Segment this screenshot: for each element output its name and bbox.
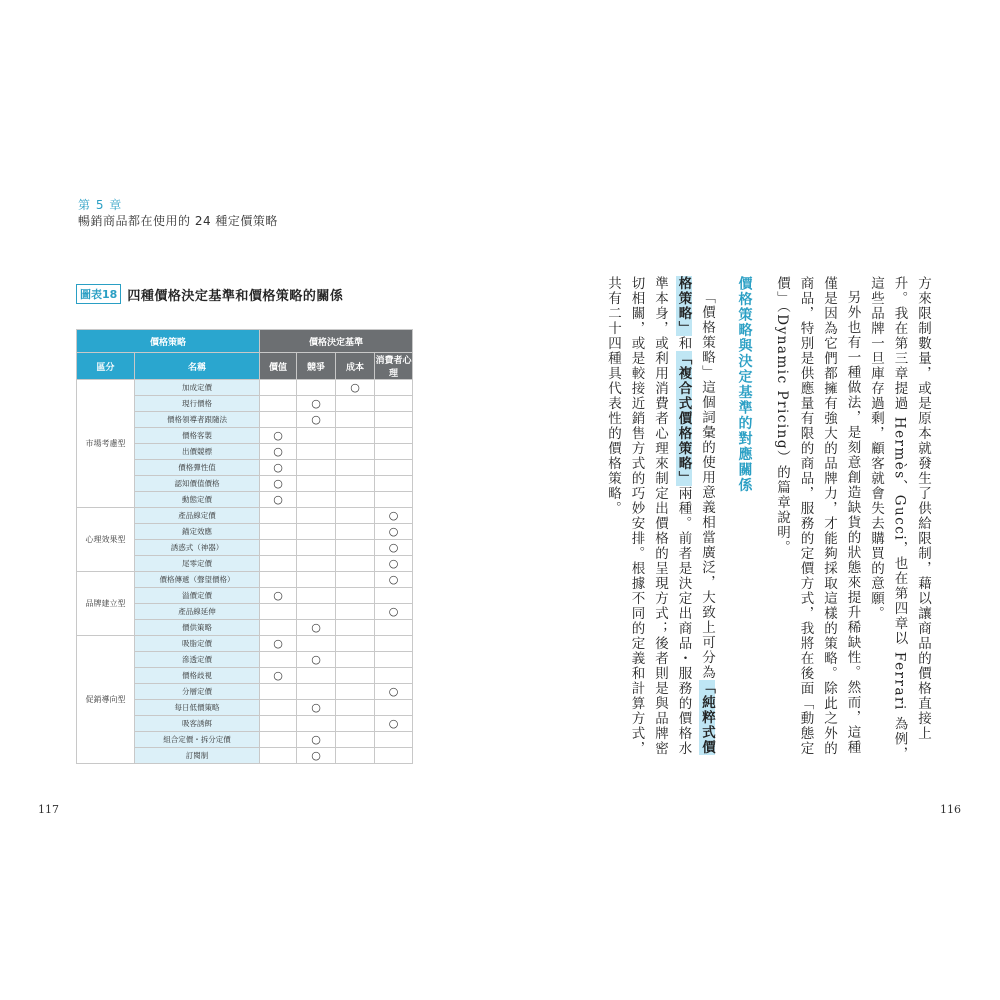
mark-cell (375, 748, 413, 764)
mark-cell: ○ (260, 444, 297, 460)
col-name: 名稱 (135, 353, 260, 380)
mark-cell (375, 428, 413, 444)
mark-cell (260, 716, 297, 732)
mark-cell: ○ (260, 460, 297, 476)
mark-cell (336, 524, 375, 540)
mark-cell (260, 556, 297, 572)
mark-cell (297, 716, 336, 732)
header-strategy: 價格策略 (77, 330, 260, 353)
mark-cell (375, 588, 413, 604)
mark-cell (375, 636, 413, 652)
mark-cell: ○ (297, 748, 336, 764)
mark-cell (297, 588, 336, 604)
mark-cell: ○ (297, 732, 336, 748)
col-cost: 成本 (336, 353, 375, 380)
book-title: 暢銷商品都在使用的 24 種定價策略 (78, 214, 278, 228)
mark-cell: ○ (375, 508, 413, 524)
mark-cell (336, 476, 375, 492)
category-cell: 促銷導向型 (77, 636, 135, 764)
mark-cell (260, 572, 297, 588)
mark-cell (336, 620, 375, 636)
mark-cell: ○ (297, 652, 336, 668)
strategy-name-cell: 訂閱制 (135, 748, 260, 764)
mark-cell (336, 428, 375, 444)
mark-cell (336, 540, 375, 556)
strategy-name-cell: 尾零定價 (135, 556, 260, 572)
mark-cell: ○ (260, 636, 297, 652)
strategy-name-cell: 每日低價策略 (135, 700, 260, 716)
table-row (77, 572, 413, 588)
mark-cell (375, 700, 413, 716)
strategy-name-cell: 動態定價 (135, 492, 260, 508)
mark-cell: ○ (375, 540, 413, 556)
strategy-name-cell: 溢價定價 (135, 588, 260, 604)
mark-cell (297, 428, 336, 444)
mark-cell: ○ (260, 428, 297, 444)
strategy-name-cell: 價格歧視 (135, 668, 260, 684)
mark-cell (336, 684, 375, 700)
strategy-name-cell: 產品線定價 (135, 508, 260, 524)
mark-cell (260, 732, 297, 748)
strategy-name-cell: 價格領導者跟隨法 (135, 412, 260, 428)
mark-cell: ○ (260, 492, 297, 508)
right-page-text (601, 276, 935, 766)
category-cell: 市場考慮型 (77, 380, 135, 508)
mark-cell (297, 524, 336, 540)
mark-cell (336, 556, 375, 572)
mark-cell (297, 492, 336, 508)
mark-cell (336, 732, 375, 748)
mark-cell (297, 476, 336, 492)
category-cell: 品牌建立型 (77, 572, 135, 636)
mark-cell (260, 700, 297, 716)
table-row (77, 508, 413, 524)
mark-cell: ○ (297, 700, 336, 716)
section-heading: 價格策略與決定基準的對應關係 (736, 276, 753, 493)
strategy-name-cell: 產品線延伸 (135, 604, 260, 620)
mark-cell: ○ (260, 476, 297, 492)
mark-cell: ○ (260, 588, 297, 604)
strategy-name-cell: 價格彈性值 (135, 460, 260, 476)
mark-cell (336, 748, 375, 764)
col-category: 區分 (77, 353, 135, 380)
strategy-name-cell: 組合定價・拆分定價 (135, 732, 260, 748)
mark-cell: ○ (375, 604, 413, 620)
mark-cell: ○ (297, 412, 336, 428)
strategy-name-cell: 加成定價 (135, 380, 260, 396)
mark-cell (336, 412, 375, 428)
strategy-name-cell: 誘惑式（神器） (135, 540, 260, 556)
mark-cell: ○ (297, 620, 336, 636)
mark-cell (336, 572, 375, 588)
mark-cell (260, 652, 297, 668)
strategy-name-cell: 價供策略 (135, 620, 260, 636)
mark-cell: ○ (375, 716, 413, 732)
strategy-name-cell: 價格傳遞（聲望價格） (135, 572, 260, 588)
mark-cell (375, 380, 413, 396)
mark-cell (375, 652, 413, 668)
mark-cell (336, 700, 375, 716)
mark-cell: ○ (297, 396, 336, 412)
mark-cell (260, 508, 297, 524)
mark-cell (260, 604, 297, 620)
mark-cell (336, 508, 375, 524)
mark-cell (260, 396, 297, 412)
page-number-right: 116 (940, 803, 961, 816)
mark-cell (297, 556, 336, 572)
mark-cell (336, 492, 375, 508)
strategy-name-cell: 吸客誘餌 (135, 716, 260, 732)
mark-cell (260, 412, 297, 428)
mark-cell (260, 540, 297, 556)
header-basis: 價格決定基準 (260, 330, 413, 353)
mark-cell (375, 668, 413, 684)
strategy-name-cell: 滲透定價 (135, 652, 260, 668)
mark-cell (336, 716, 375, 732)
mark-cell (297, 380, 336, 396)
chapter-label: 第 5 章 (78, 198, 123, 212)
mark-cell: ○ (375, 556, 413, 572)
paragraph-2: 另外也有一種做法，是刻意創造缺貨的狀態來提升稀缺性。然而，這種僅是因為它們都擁有強大的品牌力，才能夠採取這樣的策略。除此之外的商品，特別是供應量有限的商品，服務的定價方式，我將在後面「動態定價」（Dynamic Pricing）的篇章說明。 (774, 276, 861, 756)
mark-cell (375, 396, 413, 412)
mark-cell (375, 460, 413, 476)
figure-caption (76, 284, 343, 304)
mark-cell (297, 636, 336, 652)
col-competition: 競爭 (297, 353, 336, 380)
mark-cell (336, 444, 375, 460)
mark-cell (336, 652, 375, 668)
mark-cell (297, 684, 336, 700)
paragraph-1: 方來限制數量，或是原本就發生了供給限制，藉以讓商品的價格直接上升。我在第三章提過 Hermès、Gucci，也在第四章以 Ferrari 為例，這些品牌一旦庫存過剩，顧客就會失去購買的意願。 (868, 276, 931, 762)
mark-cell (297, 540, 336, 556)
strategy-name-cell: 認知價值價格 (135, 476, 260, 492)
mark-cell: ○ (260, 668, 297, 684)
mark-cell (297, 444, 336, 460)
mark-cell (375, 412, 413, 428)
mark-cell: ○ (375, 572, 413, 588)
paragraph-3 (601, 276, 719, 766)
pricing-strategy-table (76, 329, 413, 764)
mark-cell (336, 636, 375, 652)
mark-cell (336, 460, 375, 476)
mark-cell (260, 380, 297, 396)
mark-cell: ○ (375, 684, 413, 700)
paragraph-3-b: 和 (675, 336, 692, 351)
table-row (77, 636, 413, 652)
strategy-name-cell: 現行價格 (135, 396, 260, 412)
table-row (77, 380, 413, 396)
mark-cell (297, 572, 336, 588)
mark-cell (375, 444, 413, 460)
paragraph-3-a: 「價格策略」這個詞彙的使用意義相當廣泛，大致上可分為 (699, 289, 715, 680)
mark-cell (336, 604, 375, 620)
mark-cell (260, 620, 297, 636)
mark-cell (297, 460, 336, 476)
strategy-name-cell: 分層定價 (135, 684, 260, 700)
mark-cell: ○ (336, 380, 375, 396)
figure-label: 圖表18 (76, 284, 121, 304)
mark-cell (297, 508, 336, 524)
mark-cell (336, 396, 375, 412)
col-psych: 消費者心理 (375, 353, 413, 380)
mark-cell (336, 588, 375, 604)
strategy-name-cell: 出價競標 (135, 444, 260, 460)
mark-cell (260, 684, 297, 700)
col-value: 價值 (260, 353, 297, 380)
mark-cell (375, 732, 413, 748)
mark-cell (375, 620, 413, 636)
mark-cell (260, 748, 297, 764)
figure-title: 四種價格決定基準和價格策略的關係 (127, 288, 344, 304)
mark-cell (297, 604, 336, 620)
highlight-compound-strategy: 「複合式價格策略」 (675, 351, 692, 486)
mark-cell (375, 476, 413, 492)
mark-cell: ○ (375, 524, 413, 540)
mark-cell (297, 668, 336, 684)
mark-cell (336, 668, 375, 684)
mark-cell (260, 524, 297, 540)
category-cell: 心理效果型 (77, 508, 135, 572)
paragraph-3-c: 兩種。前者是決定出商品・服務的價格水準本身，或利用消費者心理來制定出價格的呈現方式；後者則是與品牌密切相關，或是較接近銷售方式的巧妙安排。根據不同的定義和計算方式，共有二十四種具代表性的價格策略。 (605, 276, 692, 756)
strategy-name-cell: 吸脂定價 (135, 636, 260, 652)
page-number-left: 117 (38, 803, 59, 816)
strategy-name-cell: 錨定效應 (135, 524, 260, 540)
strategy-name-cell: 價格客製 (135, 428, 260, 444)
highlight-pure-strategy: 「純粹式價格策略」 (675, 276, 715, 755)
mark-cell (375, 492, 413, 508)
